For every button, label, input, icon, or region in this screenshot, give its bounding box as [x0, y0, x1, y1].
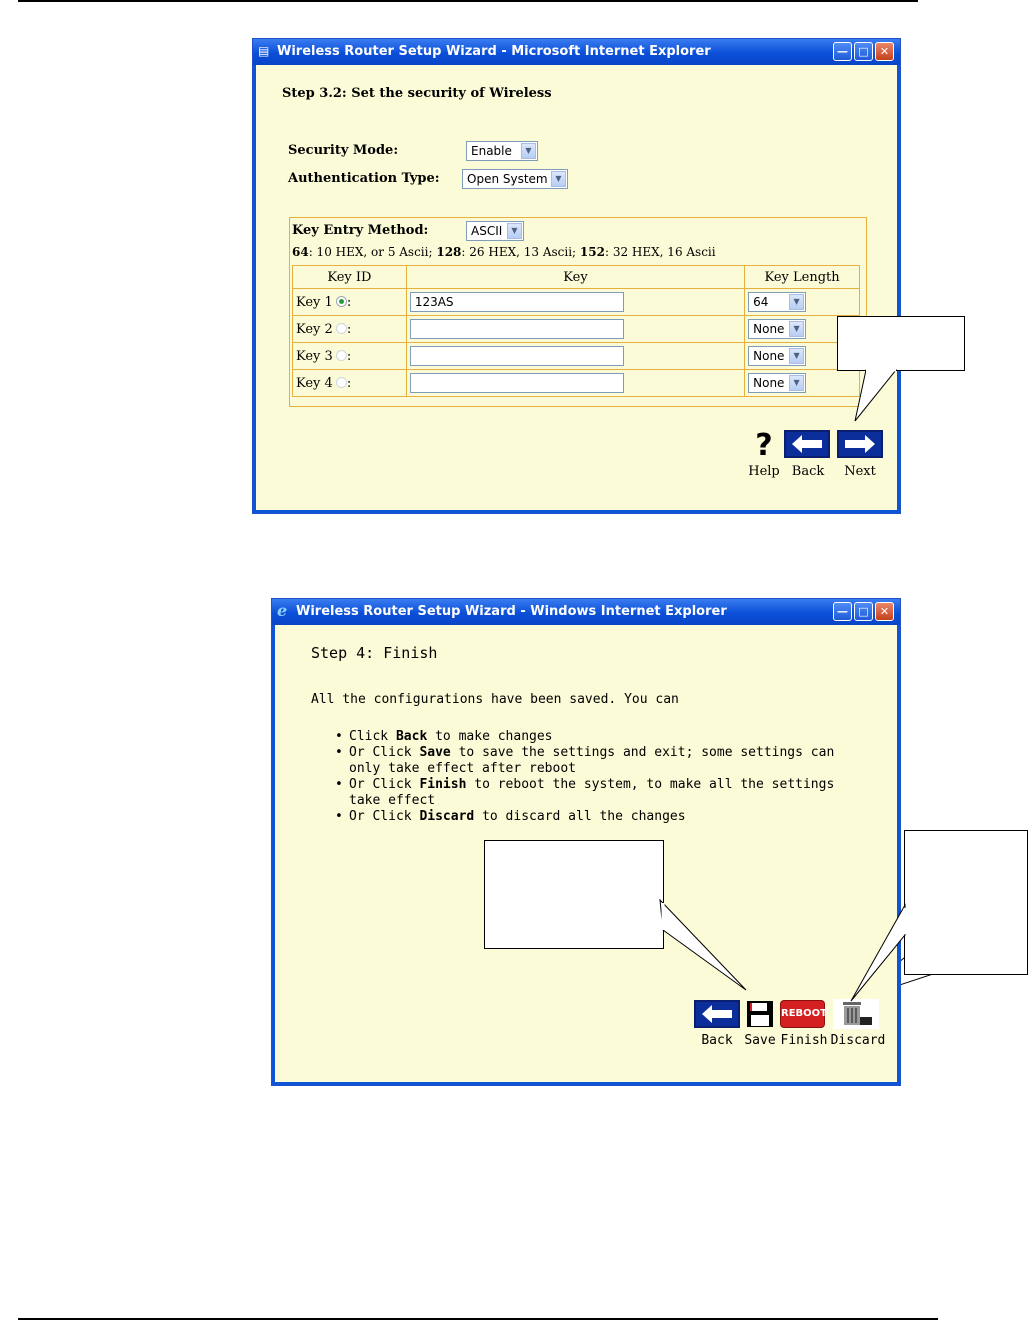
list-item: • Or Click Finish to reboot the system, to make all the settings take effect — [333, 777, 834, 809]
chevron-down-icon: ▼ — [789, 294, 804, 310]
key-4-length-select[interactable]: None ▼ — [748, 373, 806, 393]
save-label: Save — [744, 1033, 776, 1048]
reboot-icon: REBOOT — [781, 1008, 827, 1019]
chevron-down-icon: ▼ — [789, 321, 804, 337]
key-id-cell: Key 1 : — [293, 289, 407, 316]
chevron-down-icon: ▼ — [507, 223, 522, 239]
key-3-length-select[interactable]: None ▼ — [748, 346, 806, 366]
next-label: Next — [844, 464, 876, 479]
list-item: • Click Back to make changes — [333, 729, 834, 745]
finish-label: Finish — [780, 1033, 828, 1048]
finish-intro-text: All the configurations have been saved. You can — [311, 692, 679, 707]
list-item: • Or Click Discard to discard all the changes — [333, 809, 834, 825]
key-id-cell: Key 4 : — [293, 370, 407, 397]
key-entry-method-label: Key Entry Method: — [292, 223, 429, 238]
window-title: Wireless Router Setup Wizard - Windows Internet Explorer — [296, 604, 727, 619]
page-bottom-rule — [18, 1318, 938, 1320]
discard-label: Discard — [830, 1033, 886, 1048]
key-1-input[interactable]: 123AS — [410, 292, 624, 312]
maximize-button[interactable]: □ — [854, 602, 873, 621]
column-header-key: Key — [406, 266, 744, 289]
chevron-down-icon: ▼ — [521, 143, 536, 159]
column-header-key-id: Key ID — [293, 266, 407, 289]
column-header-key-length: Key Length — [745, 266, 860, 289]
window-title: Wireless Router Setup Wizard - Microsoft Internet Explorer — [277, 44, 711, 59]
list-item: • Or Click Save to save the settings and exit; some settings can only take effect after reboot — [333, 745, 834, 777]
back-label: Back — [791, 464, 825, 479]
chevron-down-icon: ▼ — [789, 348, 804, 364]
close-button[interactable]: ✕ — [875, 602, 894, 621]
authentication-type-select[interactable]: Open System ▼ — [462, 169, 568, 189]
security-mode-label: Security Mode: — [288, 143, 399, 158]
step-title: Step 4: Finish — [311, 644, 438, 662]
security-mode-select[interactable]: Enable ▼ — [466, 141, 538, 161]
key-id-cell: Key 2 : — [293, 316, 407, 343]
step-title: Step 3.2: Set the security of Wireless — [282, 86, 552, 101]
internet-explorer-icon: e — [277, 601, 288, 620]
key-1-length-select[interactable]: 64 ▼ — [748, 292, 806, 312]
help-label: Help — [748, 464, 780, 479]
key-2-length-select[interactable]: None ▼ — [748, 319, 806, 339]
chevron-down-icon: ▼ — [551, 171, 566, 187]
maximize-button[interactable]: □ — [854, 42, 873, 61]
back-label: Back — [701, 1033, 733, 1048]
chevron-down-icon: ▼ — [789, 375, 804, 391]
page-icon: ▤ — [258, 44, 270, 58]
minimize-button[interactable]: — — [833, 42, 852, 61]
key-entry-method-select[interactable]: ASCII ▼ — [466, 221, 524, 241]
authentication-type-label: Authentication Type: — [288, 171, 440, 186]
close-button[interactable]: ✕ — [875, 42, 894, 61]
key-length-hint: 64: 10 HEX, or 5 Ascii; 128: 26 HEX, 13 Ascii; 152: 32 HEX, 16 Ascii — [292, 245, 716, 259]
key-id-cell: Key 3 : — [293, 343, 407, 370]
svg-text:?: ? — [755, 428, 773, 458]
minimize-button[interactable]: — — [833, 602, 852, 621]
